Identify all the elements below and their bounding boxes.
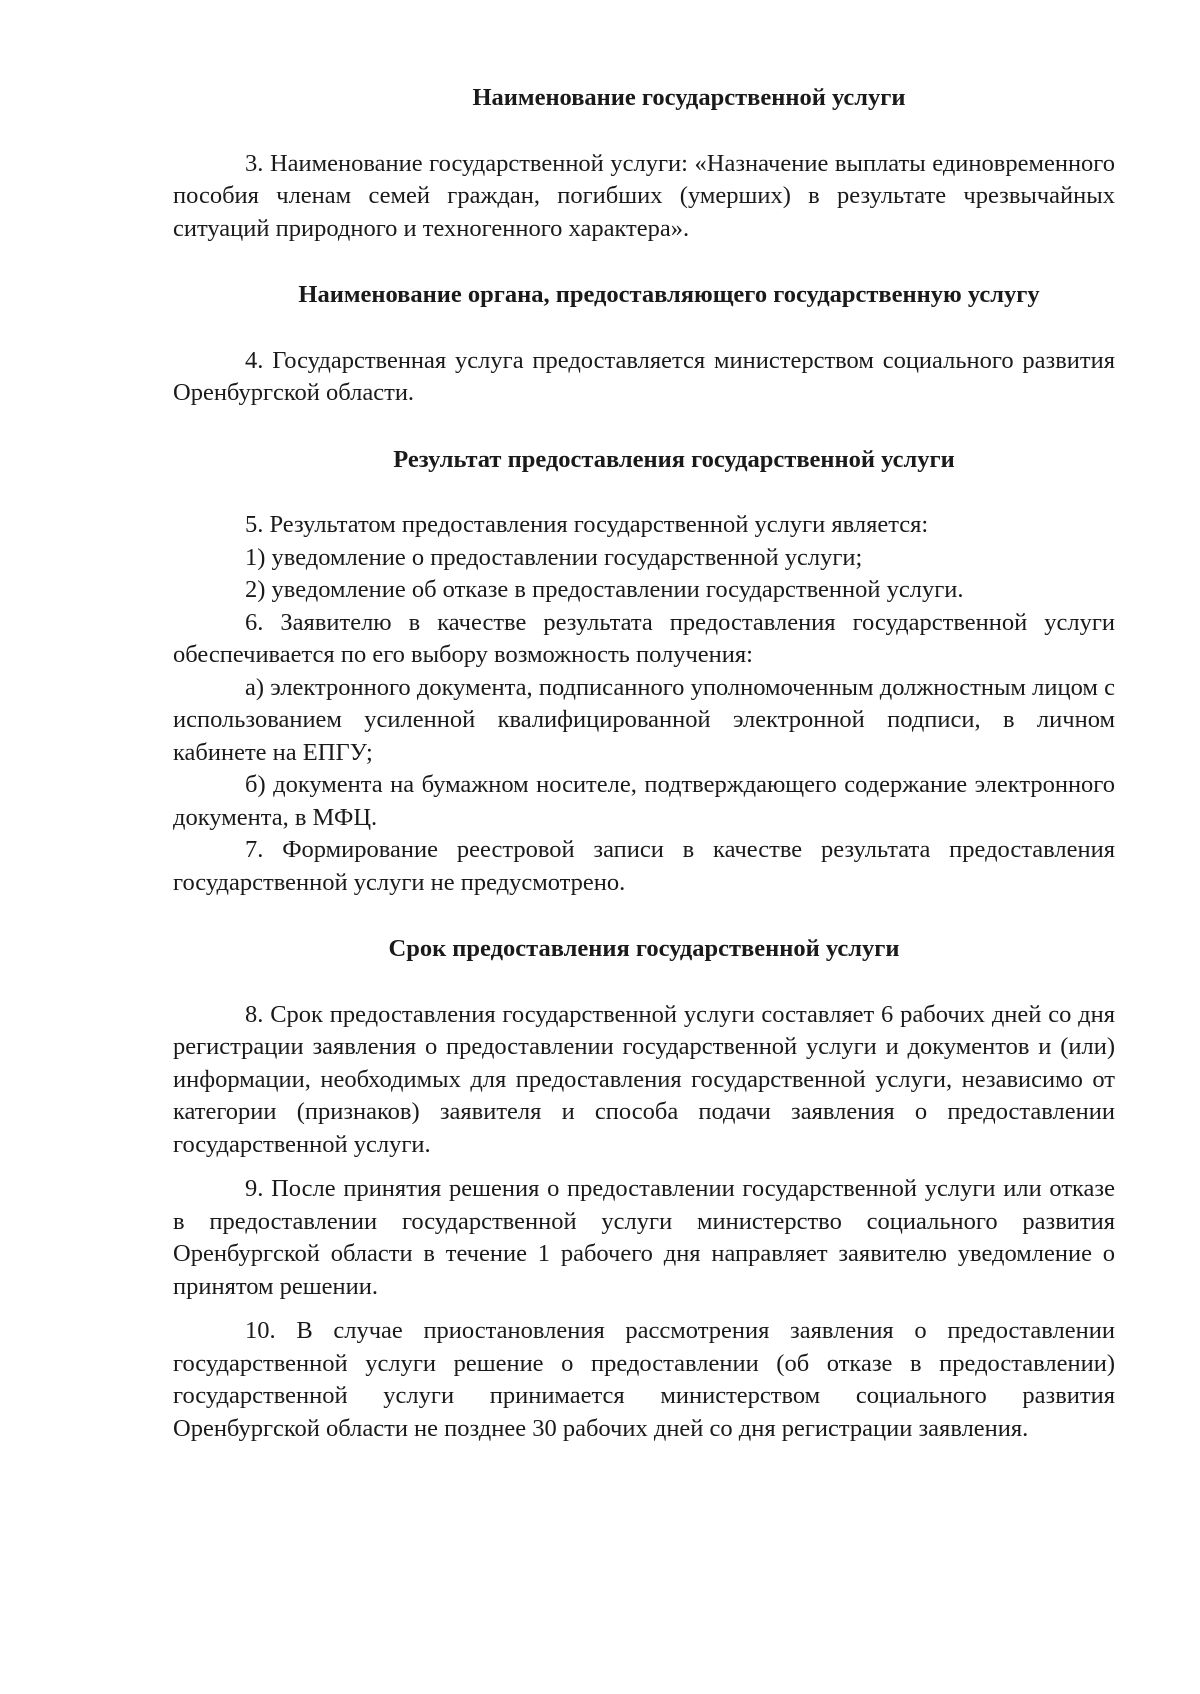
paragraph: 5. Результатом предоставления государственной услуги является: (245, 511, 929, 538)
paragraph: 7. Формирование реестровой записи в качестве результата предоставления государственной услуги не предусмотрено. (173, 836, 1115, 896)
paragraph: 10. В случае приостановления рассмотрения заявления о предоставлении государственной услуги решение о предоставлении (об отказе в предоставлении) государственной услуги принимается министерством социального развития Оренбургской области не позднее 30 рабочих дней со дня регистрации заявления. (173, 1317, 1115, 1442)
paragraph: 2) уведомление об отказе в предоставлении государственной услуги. (245, 576, 964, 603)
paragraph: 4. Государственная услуга предоставляется министерством социального развития Оренбургской области. (173, 346, 1115, 406)
section-heading: Наименование государственной услуги (472, 84, 906, 111)
paragraph: 9. После принятия решения о предоставлении государственной услуги или отказе в предоставлении государственной услуги министерство социального развития Оренбургской области в течение 1 рабочего дня направляет заявителю уведомление о принятом решении. (173, 1175, 1115, 1300)
document-page (173, 82, 1115, 1445)
paragraph: 8. Срок предоставления государственной услуги составляет 6 рабочих дней со дня регистрации заявления о предоставлении государственной услуги и документов и (или) информации, необходимых для предоставления государственной услуги, независимо от категории (признаков) заявителя и способа подачи заявления о предоставлении государственной услуги. (173, 1000, 1115, 1158)
paragraph: 6. Заявителю в качестве результата предоставления государственной услуги обеспечивается по его выбору возможность получения: (173, 608, 1115, 668)
paragraph: а) электронного документа, подписанного уполномоченным должностным лицом с использованием усиленной квалифицированной электронной подписи, в личном кабинете на ЕПГУ; (173, 673, 1115, 766)
section-heading: Результат предоставления государственной услуги (393, 445, 955, 473)
paragraph: 1) уведомление о предоставлении государственной услуги; (245, 543, 863, 571)
paragraph: 3. Наименование государственной услуги: «Назначение выплаты единовременного пособия членам семей граждан, погибших (умерших) в результате чрезвычайных ситуаций природного и техногенного характера». (173, 149, 1115, 242)
section-heading: Наименование органа, предоставляющего государственную услугу (298, 281, 1040, 308)
paragraph: б) документа на бумажном носителе, подтверждающего содержание электронного документа, в МФЦ. (173, 771, 1115, 831)
section-heading: Срок предоставления государственной услуги (388, 935, 900, 962)
